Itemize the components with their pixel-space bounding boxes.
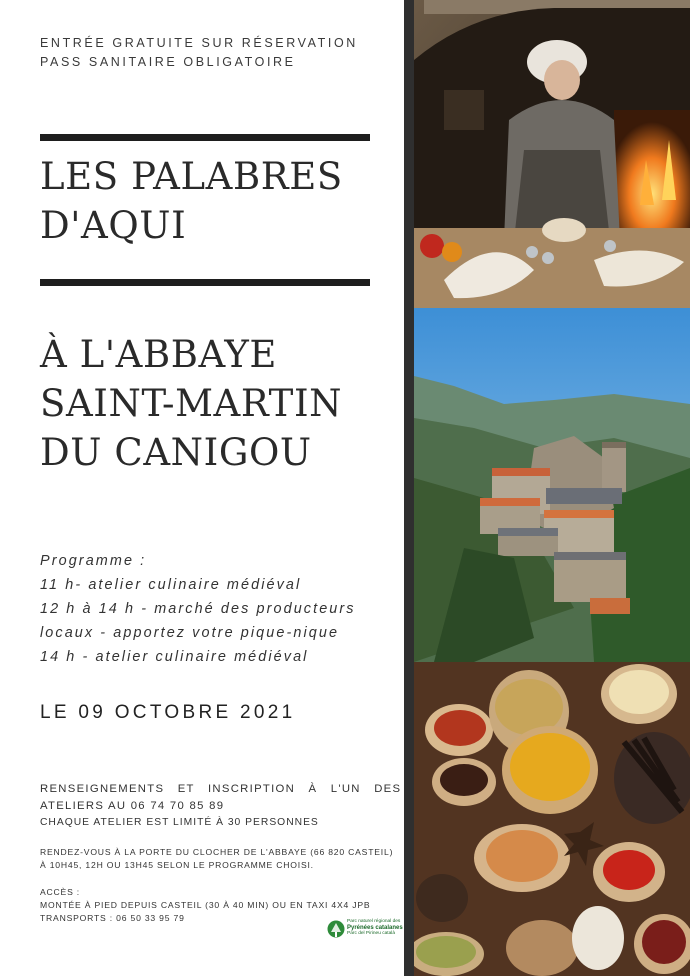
event-title (40, 152, 343, 250)
programme-item: 12 h à 14 h - marché des producteurs (40, 601, 356, 617)
park-logo-icon (327, 917, 345, 945)
park-logo (327, 913, 401, 949)
programme-item: locaux - apportez votre pique-nique (40, 625, 340, 641)
venue-title (40, 330, 342, 477)
title-rule-bottom (40, 279, 370, 286)
dark-divider-strip (404, 0, 414, 976)
venue-line3: DU CANIGOU (40, 431, 312, 474)
event-date: LE 09 OCTOBRE 2021 (40, 702, 296, 723)
free-entry-notice: ENTRÉE GRATUITE SUR RÉSERVATION (40, 36, 358, 50)
access-line1: MONTÉE À PIED DEPUIS CASTEIL (30 À 40 MIN) OU EN TAXI 4X4 JPB (40, 900, 371, 910)
photo-column (414, 0, 690, 976)
venue-line2: SAINT-MARTIN (40, 382, 343, 425)
info-line1: RENSEIGNEMENTS ET INSCRIPTION À L'UN DES (40, 783, 402, 795)
event-title-line1: LES PALABRES (40, 155, 343, 198)
programme-item: 11 h- atelier culinaire médiéval (40, 577, 302, 593)
venue-line1: À L'ABBAYE (40, 333, 277, 376)
programme-heading: Programme : (40, 553, 147, 569)
access-heading: ACCÈS : (40, 887, 80, 897)
health-pass-notice: PASS SANITAIRE OBLIGATOIRE (40, 55, 296, 69)
photo-spices (414, 662, 690, 976)
event-title-line2: D'AQUI (40, 204, 187, 247)
photo-abbey (414, 308, 690, 662)
info-line2: ATELIERS AU 06 74 70 85 89 (40, 800, 225, 812)
meeting-line2: À 10H45, 12H OU 13H45 SELON LE PROGRAMME CHOISI. (40, 860, 314, 870)
info-line3: CHAQUE ATELIER EST LIMITÉ À 30 PERSONNES (40, 817, 319, 828)
title-rule-top (40, 134, 370, 141)
park-logo-text (347, 919, 403, 937)
park-logo-line3: Parc del Pirineu català (347, 931, 395, 936)
meeting-line1: RENDEZ-VOUS À LA PORTE DU CLOCHER DE L'ABBAYE (66 820 CASTEIL) (40, 847, 394, 857)
access-line2: TRANSPORTS : 06 50 33 95 79 (40, 913, 185, 923)
park-logo-line1: Parc naturel régional des (347, 919, 401, 924)
park-logo-line2: Pyrénées catalanes (347, 925, 403, 931)
programme-item: 14 h - atelier culinaire médiéval (40, 649, 309, 665)
photo-medieval-cook (414, 0, 690, 308)
